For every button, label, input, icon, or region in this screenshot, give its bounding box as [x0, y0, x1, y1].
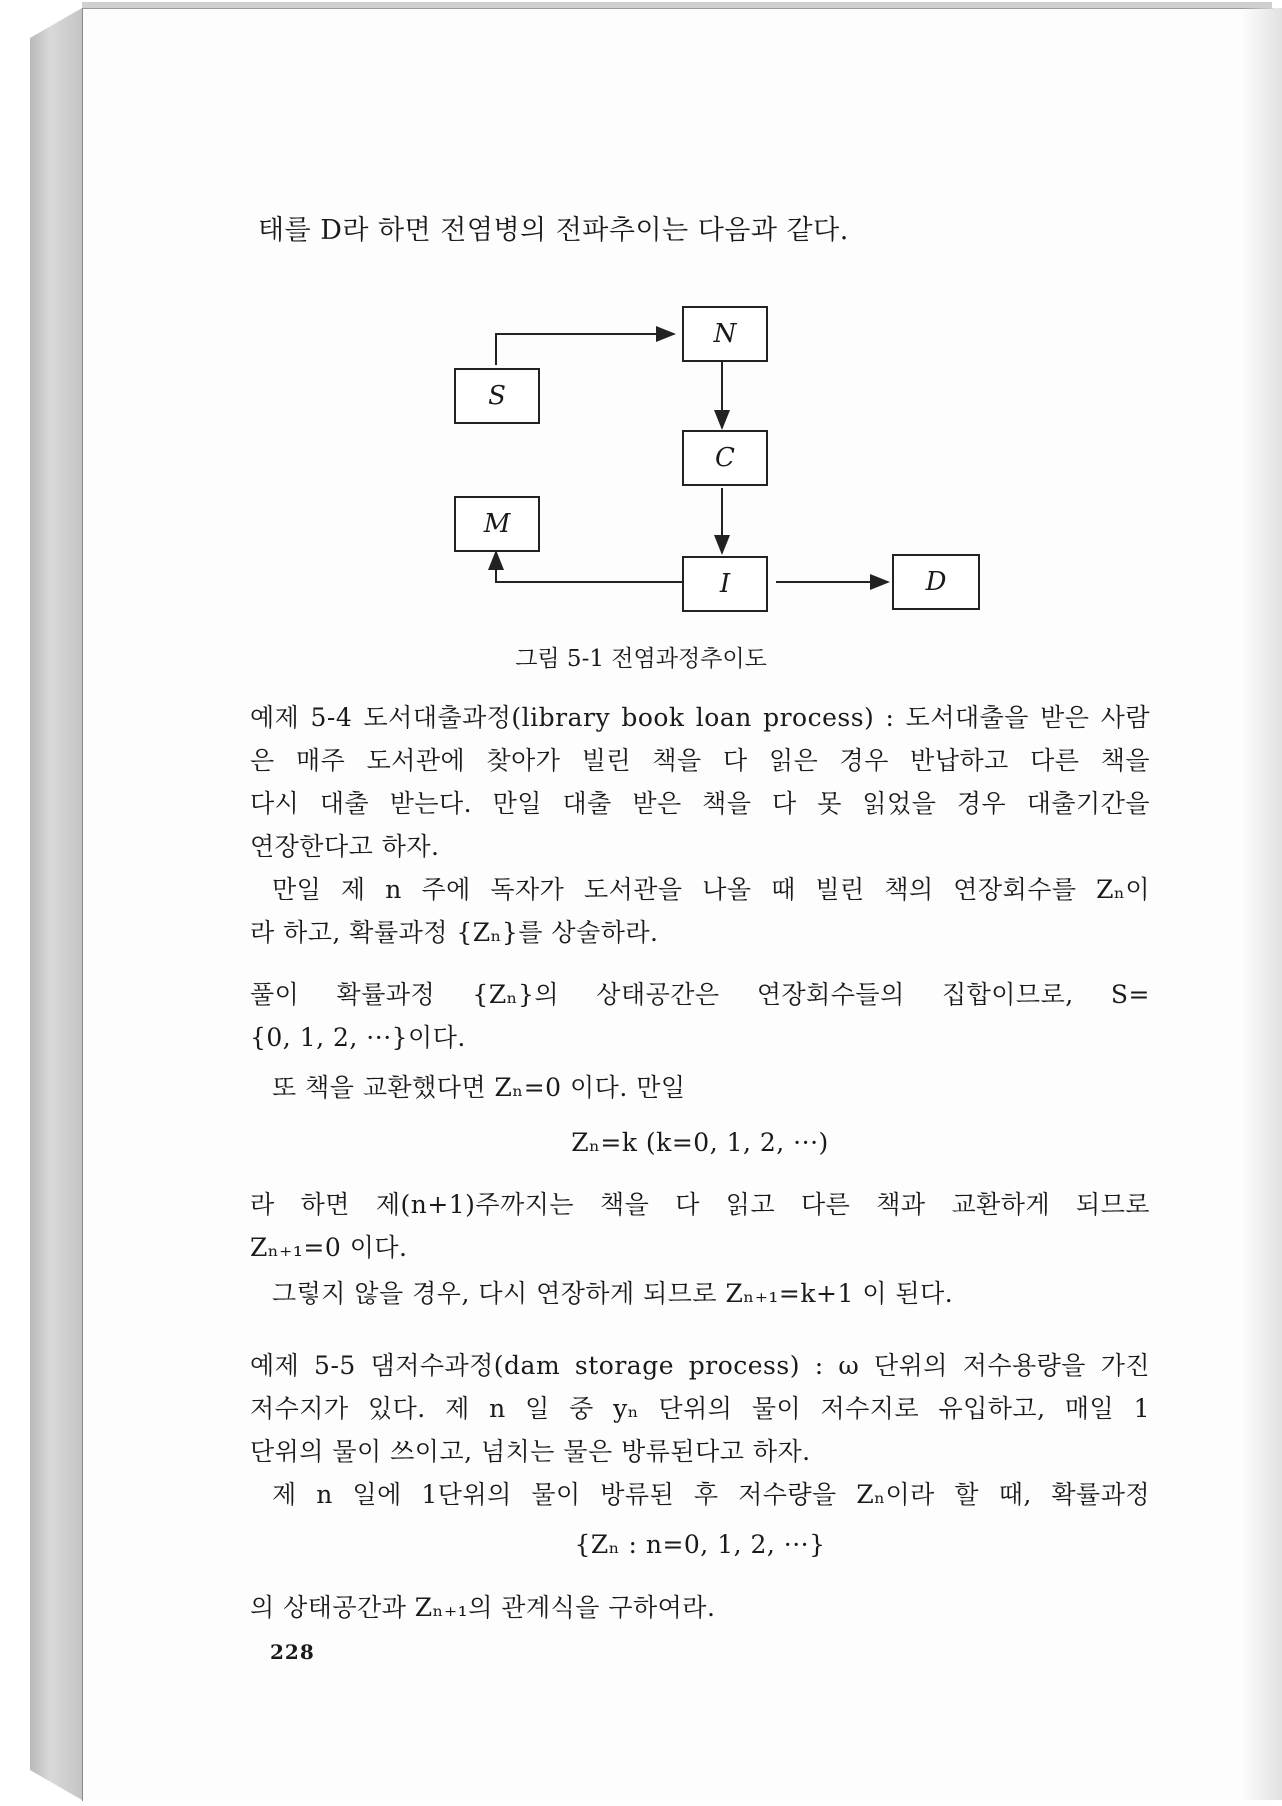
node-s-label: S	[488, 381, 506, 411]
node-n	[682, 306, 768, 362]
node-d	[892, 554, 980, 610]
example-5-4-line: 예제 5-4 도서대출과정(library book loan process) : 도서대출을 받은 사람	[250, 703, 1150, 732]
node-c-label: C	[715, 443, 735, 473]
solution-line: Zₙ₊₁=0 이다.	[250, 1233, 408, 1262]
node-d-label: D	[925, 567, 947, 597]
example-5-4-line: 라 하고, 확률과정 {Zₙ}를 상술하라.	[250, 918, 659, 947]
example-5-4-line: 다시 대출 받는다. 만일 대출 받은 책을 다 못 읽었을 경우 대출기간을	[250, 789, 1150, 818]
transition-diagram	[0, 0, 1282, 640]
node-m-label: M	[483, 509, 511, 539]
example-5-5-line: 단위의 물이 쓰이고, 넘치는 물은 방류된다고 하자.	[250, 1437, 811, 1466]
example-5-5-equation: {Zₙ : n=0, 1, 2, ···}	[574, 1530, 826, 1559]
intro-line: 태를 D라 하면 전염병의 전파추이는 다음과 같다.	[258, 215, 849, 246]
node-i	[682, 556, 768, 612]
example-5-4-line: 만일 제 n 주에 독자가 도서관을 나올 때 빌린 책의 연장회수를 Zₙ이	[272, 875, 1150, 904]
node-i-label: I	[719, 569, 731, 599]
solution-line: 라 하면 제(n+1)주까지는 책을 다 읽고 다른 책과 교환하게 되므로	[250, 1190, 1150, 1219]
arrow-s-to-n	[496, 334, 674, 365]
solution-line: {0, 1, 2, ···}이다.	[250, 1023, 466, 1052]
node-s	[454, 368, 540, 424]
example-5-5-line: 저수지가 있다. 제 n 일 중 yₙ 단위의 물이 저수지로 유입하고, 매일 1	[250, 1394, 1150, 1423]
solution-line: 그렇지 않을 경우, 다시 연장하게 되므로 Zₙ₊₁=k+1 이 된다.	[272, 1279, 954, 1308]
figure-caption: 그림 5-1 전염과정추이도	[515, 646, 767, 672]
solution-line: 풀이 확률과정 {Zₙ}의 상태공간은 연장회수들의 집합이므로, S=	[250, 980, 1150, 1009]
node-n-label: N	[713, 319, 737, 349]
page-number: 228	[270, 1640, 315, 1664]
node-m	[454, 496, 540, 552]
node-c	[682, 430, 768, 486]
diagram-arrows	[0, 0, 1282, 640]
example-5-5-line: 예제 5-5 댐저수과정(dam storage process) : ω 단위의 저수용량을 가진	[250, 1351, 1150, 1380]
example-5-4-line: 연장한다고 하자.	[250, 832, 440, 861]
example-5-5-line: 제 n 일에 1단위의 물이 방류된 후 저수량을 Zₙ이라 할 때, 확률과정	[272, 1480, 1150, 1509]
example-5-5-line: 의 상태공간과 Zₙ₊₁의 관계식을 구하여라.	[250, 1593, 716, 1622]
solution-line: 또 책을 교환했다면 Zₙ=0 이다. 만일	[272, 1073, 686, 1102]
solution-equation: Zₙ=k (k=0, 1, 2, ···)	[571, 1128, 829, 1157]
arrow-i-to-m	[496, 552, 682, 582]
example-5-4-line: 은 매주 도서관에 찾아가 빌린 책을 다 읽은 경우 반납하고 다른 책을	[250, 746, 1150, 775]
